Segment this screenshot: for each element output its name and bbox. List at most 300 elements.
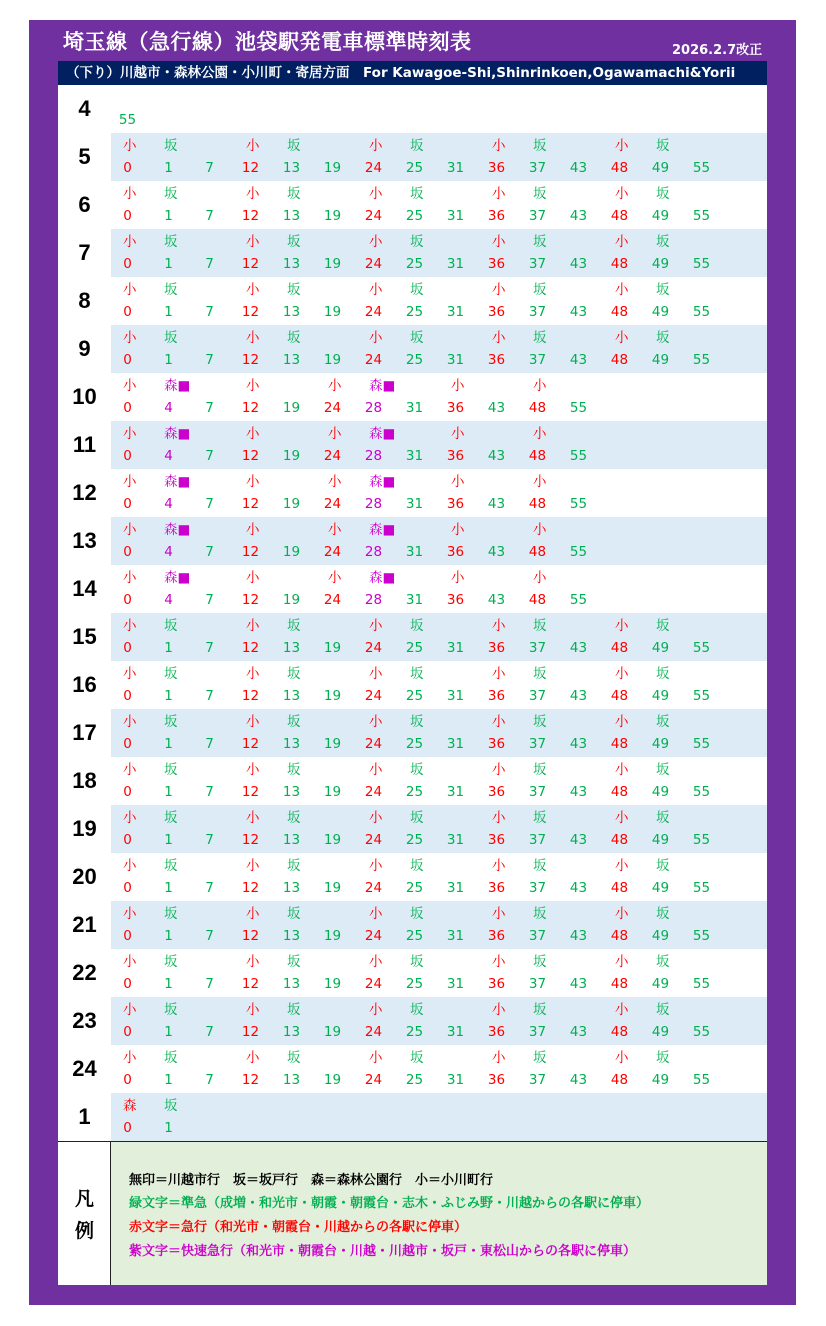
hour-label: 12 bbox=[58, 469, 111, 517]
destination-mark: 坂 bbox=[533, 618, 547, 634]
departure-minute: 7 bbox=[205, 1024, 214, 1040]
table-row bbox=[111, 1093, 767, 1141]
departure-minute: 31 bbox=[405, 592, 424, 608]
destination-mark: 坂 bbox=[656, 954, 670, 970]
hour-label: 9 bbox=[58, 325, 111, 373]
departure-minute: 7 bbox=[205, 880, 214, 896]
destination-mark: 坂 bbox=[533, 666, 547, 682]
departure-minute: 13 bbox=[282, 832, 301, 848]
destination-mark: 小 bbox=[369, 234, 383, 250]
departure-minute: 36 bbox=[487, 688, 506, 704]
departure-minute: 37 bbox=[528, 832, 547, 848]
departure-minute: 0 bbox=[123, 640, 132, 656]
departure-minute: 37 bbox=[528, 688, 547, 704]
destination-mark: 坂 bbox=[164, 858, 178, 874]
destination-mark: 坂 bbox=[533, 282, 547, 298]
departure-minute: 1 bbox=[164, 352, 173, 368]
departure-minute: 31 bbox=[405, 448, 424, 464]
departure-minute: 49 bbox=[651, 880, 670, 896]
departure-minute: 48 bbox=[610, 688, 629, 704]
destination-mark: 坂 bbox=[656, 666, 670, 682]
departure-minute: 43 bbox=[569, 352, 588, 368]
departure-minute: 43 bbox=[569, 304, 588, 320]
departure-minute: 0 bbox=[123, 256, 132, 272]
departure-minute: 19 bbox=[323, 784, 342, 800]
departure-minute: 48 bbox=[610, 640, 629, 656]
departure-minute: 28 bbox=[364, 496, 383, 512]
destination-mark: 小 bbox=[246, 378, 260, 394]
destination-mark: 坂 bbox=[533, 858, 547, 874]
departure-minute: 13 bbox=[282, 928, 301, 944]
destination-mark: 小 bbox=[615, 282, 629, 298]
destination-mark: 小 bbox=[246, 666, 260, 682]
destination-mark: 坂 bbox=[287, 810, 301, 826]
destination-mark: 小 bbox=[123, 810, 137, 826]
destination-mark: 森■ bbox=[164, 570, 191, 586]
destination-mark: 小 bbox=[246, 570, 260, 586]
departure-minute: 48 bbox=[610, 832, 629, 848]
departure-minute: 31 bbox=[446, 880, 465, 896]
departure-minute: 13 bbox=[282, 352, 301, 368]
departure-minute: 0 bbox=[123, 1120, 132, 1136]
destination-mark: 小 bbox=[123, 282, 137, 298]
destination-mark: 坂 bbox=[656, 186, 670, 202]
destination-mark: 坂 bbox=[533, 186, 547, 202]
departure-minute: 0 bbox=[123, 400, 132, 416]
departure-minute: 37 bbox=[528, 256, 547, 272]
destination-mark: 森■ bbox=[369, 378, 396, 394]
departure-minute: 31 bbox=[405, 400, 424, 416]
destination-mark: 坂 bbox=[656, 282, 670, 298]
destination-mark: 小 bbox=[615, 1050, 629, 1066]
departure-minute: 55 bbox=[692, 1024, 711, 1040]
departure-minute: 55 bbox=[692, 160, 711, 176]
departure-minute: 1 bbox=[164, 688, 173, 704]
destination-mark: 小 bbox=[492, 1002, 506, 1018]
departure-minute: 24 bbox=[364, 1024, 383, 1040]
destination-mark: 小 bbox=[369, 138, 383, 154]
destination-mark: 森■ bbox=[164, 378, 191, 394]
departure-minute: 48 bbox=[528, 592, 547, 608]
departure-minute: 25 bbox=[405, 1024, 424, 1040]
departure-minute: 12 bbox=[241, 736, 260, 752]
destination-mark: 小 bbox=[123, 330, 137, 346]
destination-mark: 小 bbox=[246, 186, 260, 202]
legend bbox=[58, 1141, 767, 1285]
table-row bbox=[111, 133, 767, 181]
departure-minute: 31 bbox=[446, 976, 465, 992]
departure-minute: 36 bbox=[446, 400, 465, 416]
departure-minute: 0 bbox=[123, 304, 132, 320]
departure-minute: 24 bbox=[364, 832, 383, 848]
departure-minute: 28 bbox=[364, 400, 383, 416]
destination-mark: 坂 bbox=[164, 234, 178, 250]
destination-mark: 坂 bbox=[287, 666, 301, 682]
departure-minute: 24 bbox=[323, 400, 342, 416]
departure-minute: 55 bbox=[118, 112, 137, 128]
departure-minute: 36 bbox=[487, 160, 506, 176]
table-row bbox=[111, 277, 767, 325]
destination-mark: 坂 bbox=[656, 906, 670, 922]
departure-minute: 55 bbox=[569, 592, 588, 608]
destination-mark: 小 bbox=[451, 570, 465, 586]
departure-minute: 0 bbox=[123, 352, 132, 368]
destination-mark: 坂 bbox=[287, 234, 301, 250]
destination-mark: 小 bbox=[492, 762, 506, 778]
departure-minute: 43 bbox=[569, 1072, 588, 1088]
departure-minute: 43 bbox=[569, 832, 588, 848]
departure-minute: 19 bbox=[282, 400, 301, 416]
destination-mark: 小 bbox=[451, 426, 465, 442]
departure-minute: 1 bbox=[164, 640, 173, 656]
destination-mark: 坂 bbox=[410, 954, 424, 970]
table-row bbox=[111, 469, 767, 517]
destination-mark: 小 bbox=[246, 954, 260, 970]
departure-minute: 31 bbox=[446, 688, 465, 704]
departure-minute: 7 bbox=[205, 688, 214, 704]
departure-minute: 7 bbox=[205, 256, 214, 272]
departure-minute: 7 bbox=[205, 736, 214, 752]
destination-mark: 小 bbox=[123, 186, 137, 202]
departure-minute: 4 bbox=[164, 448, 173, 464]
destination-mark: 小 bbox=[246, 858, 260, 874]
table-row bbox=[111, 373, 767, 421]
departure-minute: 36 bbox=[446, 592, 465, 608]
destination-mark: 小 bbox=[328, 570, 342, 586]
departure-minute: 1 bbox=[164, 928, 173, 944]
timetable-grid bbox=[58, 85, 767, 1285]
destination-mark: 坂 bbox=[410, 1050, 424, 1066]
departure-minute: 13 bbox=[282, 1024, 301, 1040]
departure-minute: 36 bbox=[487, 784, 506, 800]
table-row bbox=[111, 565, 767, 613]
departure-minute: 49 bbox=[651, 304, 670, 320]
departure-minute: 37 bbox=[528, 880, 547, 896]
departure-minute: 13 bbox=[282, 640, 301, 656]
destination-mark: 森■ bbox=[369, 522, 396, 538]
destination-mark: 坂 bbox=[287, 282, 301, 298]
departure-minute: 25 bbox=[405, 640, 424, 656]
departure-minute: 55 bbox=[692, 832, 711, 848]
table-row bbox=[111, 997, 767, 1045]
destination-mark: 坂 bbox=[164, 186, 178, 202]
destination-mark: 小 bbox=[451, 522, 465, 538]
departure-minute: 7 bbox=[205, 400, 214, 416]
departure-minute: 12 bbox=[241, 544, 260, 560]
departure-minute: 36 bbox=[487, 832, 506, 848]
departure-minute: 1 bbox=[164, 736, 173, 752]
departure-minute: 19 bbox=[323, 1072, 342, 1088]
table-row bbox=[111, 421, 767, 469]
destination-mark: 小 bbox=[123, 1002, 137, 1018]
departure-minute: 1 bbox=[164, 160, 173, 176]
destination-mark: 小 bbox=[492, 234, 506, 250]
destination-mark: 小 bbox=[123, 954, 137, 970]
departure-minute: 12 bbox=[241, 880, 260, 896]
departure-minute: 13 bbox=[282, 688, 301, 704]
table-row bbox=[111, 229, 767, 277]
destination-mark: 坂 bbox=[533, 954, 547, 970]
departure-minute: 36 bbox=[487, 304, 506, 320]
destination-mark: 坂 bbox=[410, 282, 424, 298]
destination-mark: 坂 bbox=[287, 906, 301, 922]
departure-minute: 0 bbox=[123, 1072, 132, 1088]
departure-minute: 25 bbox=[405, 688, 424, 704]
page-title: 埼玉線（急行線）池袋駅発電車標準時刻表 bbox=[63, 30, 472, 54]
departure-minute: 31 bbox=[446, 784, 465, 800]
destination-mark: 坂 bbox=[533, 810, 547, 826]
legend-label-top: 凡 bbox=[74, 1188, 94, 1210]
destination-mark: 坂 bbox=[287, 138, 301, 154]
departure-minute: 48 bbox=[610, 304, 629, 320]
destination-mark: 小 bbox=[123, 714, 137, 730]
legend-label bbox=[58, 1142, 111, 1285]
departure-minute: 19 bbox=[323, 160, 342, 176]
destination-mark: 森■ bbox=[164, 474, 191, 490]
departure-minute: 0 bbox=[123, 736, 132, 752]
departure-minute: 25 bbox=[405, 208, 424, 224]
departure-minute: 24 bbox=[364, 784, 383, 800]
destination-mark: 坂 bbox=[410, 234, 424, 250]
departure-minute: 36 bbox=[487, 352, 506, 368]
departure-minute: 24 bbox=[323, 544, 342, 560]
destination-mark: 小 bbox=[369, 186, 383, 202]
departure-minute: 24 bbox=[364, 640, 383, 656]
table-row bbox=[111, 325, 767, 373]
departure-minute: 37 bbox=[528, 304, 547, 320]
departure-minute: 49 bbox=[651, 688, 670, 704]
destination-mark: 小 bbox=[615, 618, 629, 634]
destination-mark: 小 bbox=[492, 666, 506, 682]
departure-minute: 37 bbox=[528, 640, 547, 656]
departure-minute: 55 bbox=[692, 976, 711, 992]
hour-label: 15 bbox=[58, 613, 111, 661]
destination-mark: 小 bbox=[123, 426, 137, 442]
departure-minute: 55 bbox=[692, 352, 711, 368]
departure-minute: 31 bbox=[446, 208, 465, 224]
departure-minute: 25 bbox=[405, 784, 424, 800]
departure-minute: 24 bbox=[364, 880, 383, 896]
table-row bbox=[111, 853, 767, 901]
departure-minute: 49 bbox=[651, 928, 670, 944]
destination-mark: 坂 bbox=[533, 714, 547, 730]
departure-minute: 48 bbox=[610, 256, 629, 272]
destination-mark: 小 bbox=[492, 186, 506, 202]
departure-minute: 0 bbox=[123, 976, 132, 992]
departure-minute: 24 bbox=[364, 928, 383, 944]
departure-minute: 0 bbox=[123, 1024, 132, 1040]
departure-minute: 31 bbox=[446, 256, 465, 272]
destination-mark: 坂 bbox=[656, 714, 670, 730]
departure-minute: 19 bbox=[323, 304, 342, 320]
departure-minute: 24 bbox=[364, 1072, 383, 1088]
legend-label-bottom: 例 bbox=[74, 1220, 94, 1242]
departure-minute: 25 bbox=[405, 736, 424, 752]
destination-mark: 小 bbox=[246, 234, 260, 250]
departure-minute: 36 bbox=[487, 976, 506, 992]
destination-mark: 森 bbox=[123, 1098, 137, 1114]
departure-minute: 19 bbox=[323, 640, 342, 656]
departure-minute: 31 bbox=[446, 1024, 465, 1040]
departure-minute: 19 bbox=[282, 592, 301, 608]
destination-mark: 坂 bbox=[164, 1002, 178, 1018]
destination-mark: 小 bbox=[123, 906, 137, 922]
departure-minute: 55 bbox=[692, 256, 711, 272]
destination-mark: 小 bbox=[246, 426, 260, 442]
departure-minute: 43 bbox=[487, 544, 506, 560]
departure-minute: 49 bbox=[651, 832, 670, 848]
destination-mark: 坂 bbox=[533, 1002, 547, 1018]
destination-mark: 小 bbox=[369, 330, 383, 346]
departure-minute: 7 bbox=[205, 640, 214, 656]
destination-mark: 小 bbox=[615, 666, 629, 682]
destination-mark: 坂 bbox=[287, 858, 301, 874]
destination-mark: 小 bbox=[492, 618, 506, 634]
departure-minute: 13 bbox=[282, 1072, 301, 1088]
departure-minute: 12 bbox=[241, 832, 260, 848]
departure-minute: 25 bbox=[405, 1072, 424, 1088]
departure-minute: 28 bbox=[364, 448, 383, 464]
destination-mark: 小 bbox=[246, 618, 260, 634]
hour-label: 17 bbox=[58, 709, 111, 757]
departure-minute: 19 bbox=[323, 352, 342, 368]
hour-label: 21 bbox=[58, 901, 111, 949]
departure-minute: 13 bbox=[282, 208, 301, 224]
departure-minute: 12 bbox=[241, 1072, 260, 1088]
departure-minute: 19 bbox=[323, 256, 342, 272]
destination-mark: 坂 bbox=[164, 666, 178, 682]
destination-mark: 坂 bbox=[533, 762, 547, 778]
destination-mark: 小 bbox=[123, 618, 137, 634]
departure-minute: 25 bbox=[405, 256, 424, 272]
destination-mark: 小 bbox=[451, 474, 465, 490]
destination-mark: 小 bbox=[615, 906, 629, 922]
departure-minute: 48 bbox=[610, 928, 629, 944]
departure-minute: 37 bbox=[528, 736, 547, 752]
destination-mark: 小 bbox=[123, 666, 137, 682]
departure-minute: 12 bbox=[241, 160, 260, 176]
destination-mark: 小 bbox=[328, 426, 342, 442]
departure-minute: 12 bbox=[241, 928, 260, 944]
hour-label: 11 bbox=[58, 421, 111, 469]
table-row bbox=[111, 181, 767, 229]
table-row bbox=[111, 1045, 767, 1093]
destination-mark: 小 bbox=[492, 954, 506, 970]
destination-mark: 小 bbox=[533, 522, 547, 538]
destination-mark: 坂 bbox=[164, 1050, 178, 1066]
destination-mark: 坂 bbox=[164, 330, 178, 346]
departure-minute: 48 bbox=[610, 1072, 629, 1088]
destination-mark: 坂 bbox=[533, 138, 547, 154]
destination-mark: 小 bbox=[615, 810, 629, 826]
departure-minute: 55 bbox=[692, 784, 711, 800]
departure-minute: 37 bbox=[528, 976, 547, 992]
departure-minute: 19 bbox=[323, 976, 342, 992]
departure-minute: 55 bbox=[692, 208, 711, 224]
departure-minute: 4 bbox=[164, 544, 173, 560]
hour-label: 16 bbox=[58, 661, 111, 709]
departure-minute: 37 bbox=[528, 1024, 547, 1040]
destination-mark: 森■ bbox=[369, 570, 396, 586]
departure-minute: 55 bbox=[692, 304, 711, 320]
departure-minute: 49 bbox=[651, 640, 670, 656]
departure-minute: 12 bbox=[241, 352, 260, 368]
legend-express: 赤文字＝急行（和光市・朝霞台・川越からの各駅に停車） bbox=[129, 1220, 468, 1235]
destination-mark: 小 bbox=[533, 474, 547, 490]
departure-minute: 36 bbox=[446, 496, 465, 512]
departure-minute: 19 bbox=[323, 688, 342, 704]
departure-minute: 1 bbox=[164, 1072, 173, 1088]
departure-minute: 25 bbox=[405, 352, 424, 368]
table-row bbox=[111, 661, 767, 709]
destination-mark: 小 bbox=[369, 954, 383, 970]
table-row bbox=[111, 85, 767, 133]
departure-minute: 55 bbox=[692, 736, 711, 752]
destination-mark: 坂 bbox=[656, 234, 670, 250]
destination-mark: 坂 bbox=[287, 1050, 301, 1066]
destination-mark: 小 bbox=[246, 906, 260, 922]
departure-minute: 24 bbox=[364, 976, 383, 992]
destination-mark: 坂 bbox=[656, 138, 670, 154]
destination-mark: 小 bbox=[123, 858, 137, 874]
destination-mark: 森■ bbox=[369, 426, 396, 442]
departure-minute: 31 bbox=[446, 832, 465, 848]
destination-mark: 坂 bbox=[533, 234, 547, 250]
table-row bbox=[111, 757, 767, 805]
destination-mark: 坂 bbox=[287, 954, 301, 970]
departure-minute: 19 bbox=[282, 496, 301, 512]
destination-mark: 小 bbox=[328, 474, 342, 490]
destination-mark: 小 bbox=[492, 858, 506, 874]
destination-mark: 坂 bbox=[164, 138, 178, 154]
departure-minute: 13 bbox=[282, 736, 301, 752]
destination-mark: 坂 bbox=[410, 762, 424, 778]
destination-mark: 小 bbox=[369, 810, 383, 826]
departure-minute: 24 bbox=[323, 448, 342, 464]
departure-minute: 25 bbox=[405, 928, 424, 944]
departure-minute: 48 bbox=[528, 496, 547, 512]
departure-minute: 4 bbox=[164, 592, 173, 608]
destination-mark: 坂 bbox=[287, 714, 301, 730]
destination-mark: 小 bbox=[533, 378, 547, 394]
departure-minute: 28 bbox=[364, 544, 383, 560]
destination-mark: 小 bbox=[246, 1002, 260, 1018]
departure-minute: 48 bbox=[610, 352, 629, 368]
departure-minute: 24 bbox=[364, 304, 383, 320]
departure-minute: 13 bbox=[282, 976, 301, 992]
destination-mark: 小 bbox=[369, 1050, 383, 1066]
departure-minute: 24 bbox=[364, 352, 383, 368]
departure-minute: 31 bbox=[446, 736, 465, 752]
destination-mark: 小 bbox=[492, 330, 506, 346]
destination-mark: 森■ bbox=[164, 426, 191, 442]
departure-minute: 43 bbox=[569, 976, 588, 992]
departure-minute: 55 bbox=[692, 1072, 711, 1088]
destination-mark: 小 bbox=[615, 186, 629, 202]
hour-label: 4 bbox=[58, 85, 111, 133]
destination-mark: 小 bbox=[533, 570, 547, 586]
departure-minute: 43 bbox=[487, 448, 506, 464]
destination-mark: 小 bbox=[615, 330, 629, 346]
departure-minute: 25 bbox=[405, 160, 424, 176]
departure-minute: 36 bbox=[487, 928, 506, 944]
destination-mark: 小 bbox=[123, 762, 137, 778]
table-row bbox=[111, 805, 767, 853]
table-row bbox=[111, 517, 767, 565]
destination-mark: 小 bbox=[123, 522, 137, 538]
table-row bbox=[111, 613, 767, 661]
hour-label: 6 bbox=[58, 181, 111, 229]
